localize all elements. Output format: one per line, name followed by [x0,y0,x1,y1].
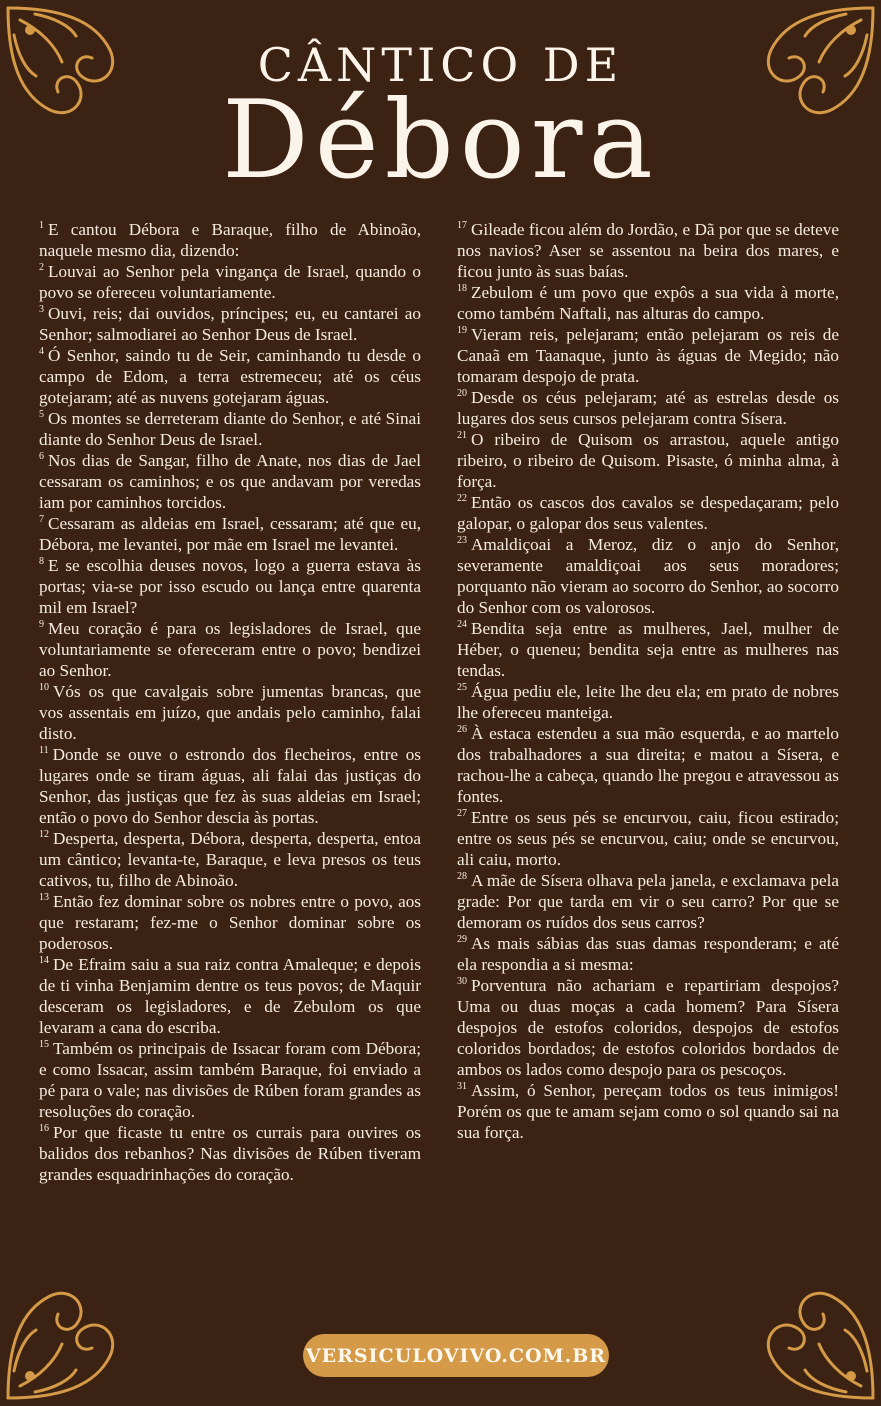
verse [457,429,839,492]
verse [39,450,421,513]
verse-number: 25 [457,682,467,694]
verse-text: Por que ficaste tu entre os currais para ouvires os balidos dos rebanhos? Nas divisões de Rúben tiveram grandes esquadrinhações do coração. [39,1123,421,1184]
verse-number: 1 [39,220,44,232]
verse [457,324,839,387]
verse-text: Zebulom é um povo que expôs a sua vida à morte, como também Naftali, nas alturas do campo. [457,283,839,323]
verse-text: Nos dias de Sangar, filho de Anate, nos dias de Jael cessaram os caminhos; e os que andavam por veredas iam por caminhos torcidos. [39,451,421,512]
verse [39,618,421,681]
verse-text: De Efraim saiu a sua raiz contra Amaleque; e depois de ti vinha Benjamim dentre os teus povos; de Maquir desceram os legisladores, e de Zebulom os que levaram a cana do escriba. [39,955,421,1037]
verse [457,723,839,807]
verse-number: 29 [457,934,467,946]
verse [457,492,839,534]
verse-number: 2 [39,262,44,274]
verse-text: Vieram reis, pelejaram; então pelejaram os reis de Canaã em Taanaque, junto às águas de Megido; não tomaram despojo de prata. [457,325,839,386]
verse-text: As mais sábias das suas damas responderam; e até ela respondia a si mesma: [457,934,839,974]
verse-column-left [39,219,421,1185]
verse-text: E cantou Débora e Baraque, filho de Abinoão, naquele mesmo dia, dizendo: [39,220,421,260]
verse-text: Os montes se derreteram diante do Senhor, e até Sinai diante do Senhor Deus de Israel. [39,409,421,449]
verse [39,261,421,303]
verse-number: 12 [39,829,49,841]
verse [457,534,839,618]
verse [457,870,839,933]
verse [457,807,839,870]
verse-text: Assim, ó Senhor, pereçam todos os teus inimigos! Porém os que te amam sejam como o sol quando sai na sua força. [457,1081,839,1142]
title-line-1: CÂNTICO DE [257,38,624,92]
verse-text: Água pediu ele, leite lhe deu ela; em prato de nobres lhe ofereceu manteiga. [457,682,839,722]
verse-text: Então fez dominar sobre os nobres entre o povo, aos que restaram; fez-me o Senhor dominar sobre os poderosos. [39,892,421,953]
verse-text: Ouvi, reis; dai ouvidos, príncipes; eu, eu cantarei ao Senhor; salmodiarei ao Senhor Deus de Israel. [39,304,421,344]
verse-number: 15 [39,1039,49,1051]
verse [457,219,839,282]
verse-number: 8 [39,556,44,568]
verse [457,618,839,681]
title-line-2: Débora [222,78,659,203]
verse-text: A mãe de Sísera olhava pela janela, e exclamava pela grade: Por que tarda em vir o seu carro? Por que se demoram os ruídos dos seus carros? [457,871,839,932]
verse [457,282,839,324]
verse [39,219,421,261]
verse-text: Ó Senhor, saindo tu de Seir, caminhando tu desde o campo de Edom, a terra estremeceu; até os céus gotejaram; até as nuvens gotejaram águas. [39,346,421,407]
verse-number: 17 [457,220,467,232]
verse [39,345,421,408]
verse-text: Vós os que cavalgais sobre jumentas brancas, que vos assentais em juízo, que andais pelo caminho, falai disto. [39,682,421,743]
verse-number: 5 [39,409,44,421]
verse-number: 4 [39,346,44,358]
verse-number: 22 [457,493,467,505]
verse-number: 31 [457,1081,467,1093]
verse [39,681,421,744]
verse-text: E se escolhia deuses novos, logo a guerra estava às portas; via-se por isso escudo ou lança entre quarenta mil em Israel? [39,556,421,617]
verse [39,303,421,345]
verse [39,408,421,450]
verse-number: 23 [457,535,467,547]
verse-number: 21 [457,430,467,442]
verse-text: Desde os céus pelejaram; até as estrelas desde os lugares dos seus cursos pelejaram contra Sísera. [457,388,839,428]
verse-text: Porventura não achariam e repartiriam despojos? Uma ou duas moças a cada homem? Para Sísera despojos de estofos coloridos, despojos de estofos coloridos bordados; de estofos coloridos bordados de ambos os lados como despojo para os pescoços. [457,976,839,1079]
verse-number: 11 [39,745,49,757]
verse-number: 27 [457,808,467,820]
verse-number: 24 [457,619,467,631]
verse-text: À estaca estendeu a sua mão esquerda, e ao martelo dos trabalhadores a sua direita; e matou a Sísera, e rachou-lhe a cabeça, quando lhe pregou e atravessou as fontes. [457,724,839,806]
verse [457,933,839,975]
verse [39,555,421,618]
verse [457,681,839,723]
verse-number: 9 [39,619,44,631]
verse [39,744,421,828]
verse-text: Então os cascos dos cavalos se despedaçaram; pelo galopar, o galopar dos seus valentes. [457,493,839,533]
verse [457,975,839,1080]
verse-number: 20 [457,388,467,400]
verse-number: 26 [457,724,467,736]
verse-column-right [457,219,839,1143]
verse-number: 30 [457,976,467,988]
verse-text: Desperta, desperta, Débora, desperta, desperta, entoa um cântico; levanta-te, Baraque, e leva presos os teus cativos, tu, filho de Abinoão. [39,829,421,890]
website-url: VERSICULOVIVO.COM.BR [305,1344,607,1367]
verse-number: 16 [39,1123,49,1135]
verse [39,1122,421,1185]
verse-number: 18 [457,283,467,295]
verse [457,1080,839,1143]
verse-text: Louvai ao Senhor pela vingança de Israel, quando o povo se ofereceu voluntariamente. [39,262,421,302]
verse-number: 28 [457,871,467,883]
verse-number: 6 [39,451,44,463]
verse [39,828,421,891]
verse-number: 10 [39,682,49,694]
verse-number: 14 [39,955,49,967]
website-badge[interactable] [303,1334,609,1377]
corner-ornament-bottom-right [731,1256,881,1406]
verse [39,891,421,954]
verse-number: 19 [457,325,467,337]
verse-text: Cessaram as aldeias em Israel, cessaram; até que eu, Débora, me levantei, por mãe em Israel me levantei. [39,514,421,554]
verse-text: Amaldiçoai a Meroz, diz o anjo do Senhor, severamente amaldiçoai aos seus moradores; porquanto não vieram ao socorro do Senhor, ao socorro do Senhor com os valorosos. [457,535,839,617]
verse-text: Meu coração é para os legisladores de Israel, que voluntariamente se ofereceram entre o povo; bendizei ao Senhor. [39,619,421,680]
verse-text: Bendita seja entre as mulheres, Jael, mulher de Héber, o queneu; bendita seja entre as mulheres nas tendas. [457,619,839,680]
verse-number: 3 [39,304,44,316]
verse-text: Donde se ouve o estrondo dos flecheiros, entre os lugares onde se tiram águas, ali falai das justiças do Senhor, das justiças que fez às suas aldeias em Israel; então o povo do Senhor descia às portas. [39,745,421,827]
verse-text: Também os principais de Issacar foram com Débora; e como Issacar, assim também Baraque, foi enviado a pé para o vale; nas divisões de Rúben foram grandes as resoluções do coração. [39,1039,421,1121]
verse [39,1038,421,1122]
verse-number: 13 [39,892,49,904]
verse-number: 7 [39,514,44,526]
verse-text: O ribeiro de Quisom os arrastou, aquele antigo ribeiro, o ribeiro de Quisom. Pisaste, ó minha alma, à força. [457,430,839,491]
verse [39,954,421,1038]
corner-ornament-bottom-left [0,1256,150,1406]
verse [39,513,421,555]
verse-text: Gileade ficou além do Jordão, e Dã por que se deteve nos navios? Aser se assentou na beira dos mares, e ficou junto às suas baías. [457,220,839,281]
verse-text: Entre os seus pés se encurvou, caiu, ficou estirado; entre os seus pés se encurvou, caiu; onde se encurvou, ali caiu, morto. [457,808,839,869]
verse [457,387,839,429]
